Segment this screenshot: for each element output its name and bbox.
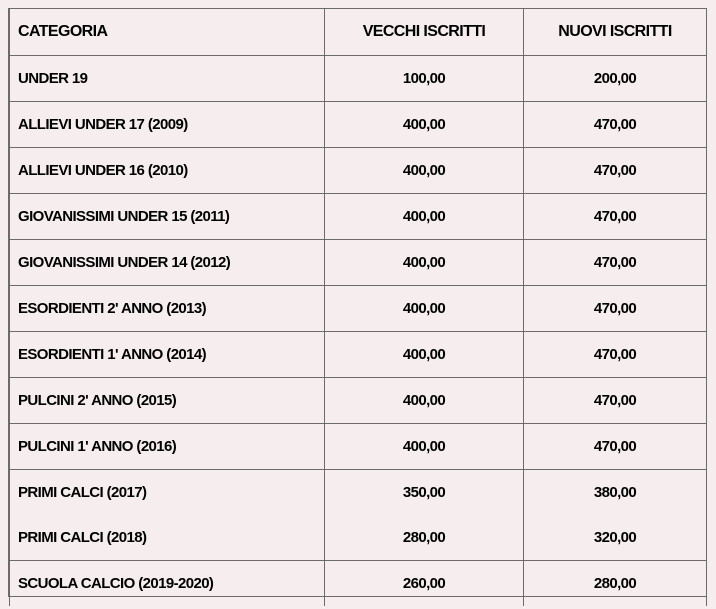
cell-vecchi: 400,00	[325, 194, 524, 240]
header-categoria: CATEGORIA	[10, 9, 325, 56]
cell-categoria: PRIMI CALCI (2017)	[10, 470, 325, 516]
cell-vecchi: 400,00	[325, 424, 524, 470]
table-row	[10, 194, 707, 240]
cell-nuovi: 470,00	[524, 194, 707, 240]
cell-categoria: ESORDIENTI 1' ANNO (2014)	[10, 332, 325, 378]
table-row	[10, 56, 707, 102]
table-header-row	[10, 9, 707, 56]
cell-categoria: GIOVANISSIMI UNDER 14 (2012)	[10, 240, 325, 286]
table-row	[10, 102, 707, 148]
table-row	[10, 424, 707, 470]
cell-categoria: ESORDIENTI 2' ANNO (2013)	[10, 286, 325, 332]
table-row	[10, 286, 707, 332]
cell-nuovi: 470,00	[524, 102, 707, 148]
cell-categoria: SCUOLA CALCIO (2019-2020)	[10, 561, 325, 607]
cell-categoria: GIOVANISSIMI UNDER 15 (2011)	[10, 194, 325, 240]
cell-vecchi: 400,00	[325, 332, 524, 378]
table-row	[10, 515, 707, 561]
header-vecchi-iscritti: VECCHI ISCRITTI	[325, 9, 524, 56]
cell-categoria: PULCINI 2' ANNO (2015)	[10, 378, 325, 424]
cell-vecchi: 350,00	[325, 470, 524, 516]
cell-vecchi: 280,00	[325, 515, 524, 561]
cell-nuovi: 470,00	[524, 148, 707, 194]
cell-vecchi: 260,00	[325, 561, 524, 607]
cell-vecchi: 400,00	[325, 102, 524, 148]
cell-vecchi: 400,00	[325, 148, 524, 194]
cell-nuovi: 280,00	[524, 561, 707, 607]
cell-categoria: PRIMI CALCI (2018)	[10, 515, 325, 561]
cell-nuovi: 200,00	[524, 56, 707, 102]
cell-categoria: UNDER 19	[10, 56, 325, 102]
table-row	[10, 332, 707, 378]
cell-nuovi: 470,00	[524, 286, 707, 332]
table-row	[10, 378, 707, 424]
cell-vecchi: 400,00	[325, 240, 524, 286]
cell-vecchi: 400,00	[325, 286, 524, 332]
cell-vecchi: 100,00	[325, 56, 524, 102]
table-row	[10, 148, 707, 194]
cell-vecchi: 400,00	[325, 378, 524, 424]
fees-table	[9, 9, 707, 606]
cell-nuovi: 470,00	[524, 240, 707, 286]
cell-categoria: ALLIEVI UNDER 16 (2010)	[10, 148, 325, 194]
table-row	[10, 240, 707, 286]
cell-nuovi: 470,00	[524, 332, 707, 378]
table-row	[10, 561, 707, 607]
cell-categoria: ALLIEVI UNDER 17 (2009)	[10, 102, 325, 148]
table-row	[10, 470, 707, 516]
cell-categoria: PULCINI 1' ANNO (2016)	[10, 424, 325, 470]
cell-nuovi: 380,00	[524, 470, 707, 516]
cell-nuovi: 320,00	[524, 515, 707, 561]
cell-nuovi: 470,00	[524, 378, 707, 424]
fees-table-frame	[8, 8, 707, 597]
cell-nuovi: 470,00	[524, 424, 707, 470]
header-nuovi-iscritti: NUOVI ISCRITTI	[524, 9, 707, 56]
